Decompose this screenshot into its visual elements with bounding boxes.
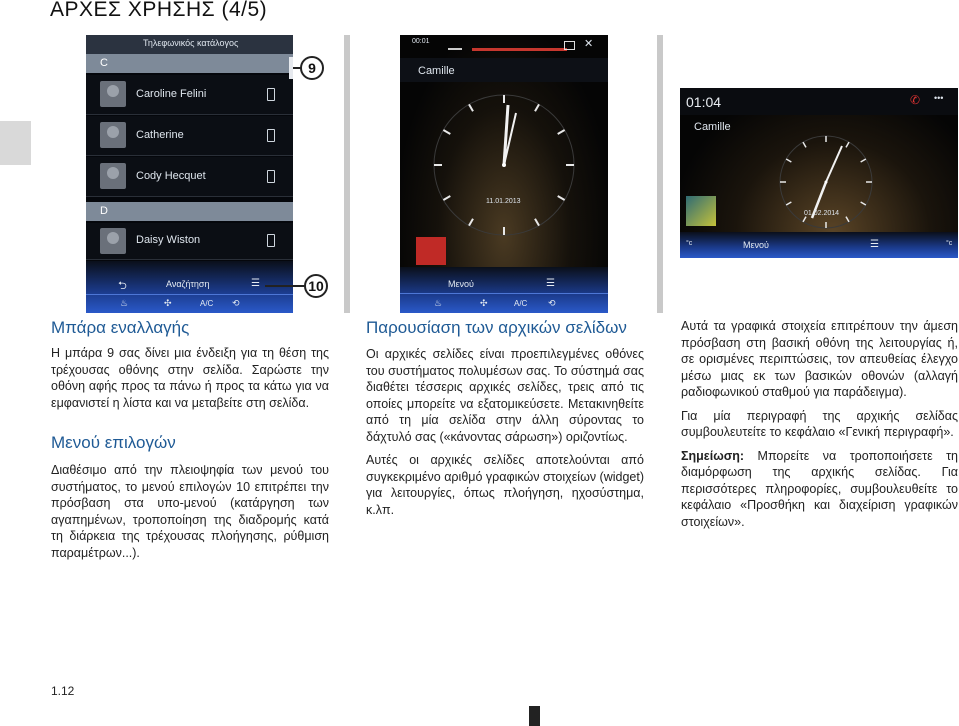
home-pages-text-2: Αυτές οι αρχικές σελίδες αποτελούνται από συγκεκριμένο αριθμό γραφικών στοιχείων (widget) για λειτουργίες, όπως πλοήγηση, ηχοσύστημα, κ.λπ. [366,453,645,517]
clock-tick [803,142,806,147]
clock-tick [846,142,849,147]
home-pages-text-1: Οι αρχικές σελίδες είναι προεπιλεγμένες οθόνες του συστήματος πολυμέσων σας. Το σύστημά σας διαθέτει τέσσερις αρχικές σελίδες, τρεις από τις οποίες μπορείτε να εξατομικεύσετε. Μετακινηθείτε από τη μία σελίδα στην άλλη σύροντας το δάχτυλό σας («κάνοντας σάρωση») οριζοντίως. [366,347,644,444]
contact-row[interactable] [86,157,293,197]
contact-widget[interactable]: Camille [418,65,455,77]
options-menu-icon[interactable]: ☰ [870,239,879,250]
date-label: 11.01.2013 [486,198,521,205]
clock-tick [443,130,450,134]
contact-row[interactable] [86,223,293,260]
clock-widget[interactable] [770,126,882,238]
note-text: Μπορείτε να τροποποιήσετε τη διαμόρφωση της αρχικής σελίδας. Για περισσότερες πληροφορίες, συμβουλευθείτε το κεφάλαιο «Προσθήκη και διαχείριση γραφικών στοιχείων». [681,448,958,529]
page-marker [529,706,540,726]
contact-name: Caroline Felini [136,88,207,100]
phone-icon [267,129,275,142]
temperature-icon[interactable]: °c [686,240,693,247]
album-art[interactable] [686,196,716,226]
options-menu-icon[interactable]: ☰ [251,278,260,289]
page-title: ΑΡΧΕΣ ΧΡΗΣΗΣ (4/5) [50,0,268,21]
ac-button[interactable]: A/C [514,299,528,308]
clock-time: 01:04 [686,94,722,110]
section-tab [0,121,31,165]
recirculation-icon[interactable]: ⟲ [232,298,240,308]
seat-icon[interactable]: ♨ [434,298,443,308]
more-icon[interactable]: ••• [934,93,944,103]
phonebook-header: Τηλεφωνικός κατάλογος [143,38,239,48]
avatar-icon [100,81,126,107]
phone-icon [267,170,275,183]
avatar-icon [100,228,126,254]
heading-home-pages: Παρουσίαση των αρχικών σελίδων [366,318,627,337]
clock-tick [786,159,791,162]
clock-tick [846,217,849,222]
column-3 [681,318,958,537]
letter-divider: D [86,202,293,221]
contact-row[interactable] [86,75,293,115]
callout-10: 10 [304,274,328,298]
fan-icon[interactable]: ✣ [480,298,488,308]
contact-name: Daisy Wiston [136,234,201,246]
options-menu-text: Διαθέσιμο από την πλειοψηφία των μενού του συστήματος, το μενού επιλογών 10 επιτρέπει την πρόσβαση στα υπο-μενού (κατάργηση των αγαπημένων, τροποποίηση της διαδρομής κατά τη διάρκεια της τρέχουσας πλοήγησης, ρύθμιση παραμέτρων...). [51,463,329,560]
clock-tick [469,104,473,111]
ac-button[interactable]: A/C [200,299,214,308]
menu-button[interactable]: Μενού [448,279,474,289]
heading-switch-bar: Μπάρα εναλλαγής [51,318,190,337]
signal-icon [448,42,462,50]
album-art[interactable] [416,237,446,265]
date-label: 01.02.2014 [804,210,840,217]
clock-tick [558,130,565,134]
temperature-icon[interactable]: °c [946,240,953,247]
progress-indicator [472,48,567,51]
contact-name: Cody Hecquet [136,170,206,182]
avatar-icon [100,163,126,189]
phone-icon[interactable]: ✆ [910,93,921,107]
contact-widget[interactable]: Camille [694,121,731,133]
homepage-screenshot [400,35,608,313]
clock-tick [535,104,539,111]
status-time: 00:01 [412,38,430,45]
page-number: 1.12 [51,684,75,698]
fan-icon[interactable]: ✣ [164,298,172,308]
clock-tick [535,219,539,226]
phonebook-screenshot [86,35,293,313]
callout-9: 9 [300,56,324,80]
clock-widget[interactable] [422,83,586,247]
description-reference-text: Για μία περιγραφή της αρχικής σελίδας συμβουλευτείτε το κεφάλαιο «Γενική περιγραφή». [681,408,958,439]
search-button[interactable]: Αναζήτηση [166,279,210,289]
clock-tick [861,202,866,205]
seat-icon[interactable]: ♨ [120,298,129,308]
avatar-icon [100,122,126,148]
column-divider [344,35,350,313]
clock-tick [469,219,473,226]
homepage-landscape-screenshot [680,88,958,258]
heading-options-menu: Μενού επιλογών [51,433,176,452]
contact-row[interactable] [86,116,293,156]
message-icon [564,41,575,50]
column-2 [366,318,644,525]
clock-tick [786,202,791,205]
options-menu-icon[interactable]: ☰ [546,278,555,289]
switch-bar-text: Η μπάρα 9 σας δίνει μια ένδειξη για τη θέση της τρέχουσας οθόνης στην σελίδα. Σαρώστε την οθόνη αφής προς τα πάνω ή προς τα κάτω για να εμφανιστεί η λίστα και να μεταβείτε στη σελίδα. [51,346,329,410]
phone-icon [267,234,275,247]
note-label: Σημείωση: [681,448,745,463]
clock-tick [861,159,866,162]
clock-tick [558,196,565,200]
column-divider [657,35,663,313]
column-1 [51,318,329,568]
letter-divider: C [86,54,293,73]
phone-icon [267,88,275,101]
note-paragraph [681,448,958,531]
menu-button[interactable]: Μενού [743,240,769,250]
contact-name: Catherine [136,129,184,141]
recirculation-icon[interactable]: ⟲ [548,298,556,308]
clock-tick [803,217,806,222]
close-icon[interactable]: ✕ [584,38,594,50]
clock-tick [443,196,450,200]
back-icon[interactable]: ⮌ [118,280,127,292]
widgets-text: Αυτά τα γραφικά στοιχεία επιτρέπουν την άμεση πρόσβαση στη βασική οθόνη της λειτουργίας ή, σε ορισμένες περιπτώσεις, τον απευθείας έλεγχο μέσω μιας εκ των βασικών οθονών (αλλαγή ραδιοφωνικού σταθμού για παράδειγμα). [681,319,958,399]
